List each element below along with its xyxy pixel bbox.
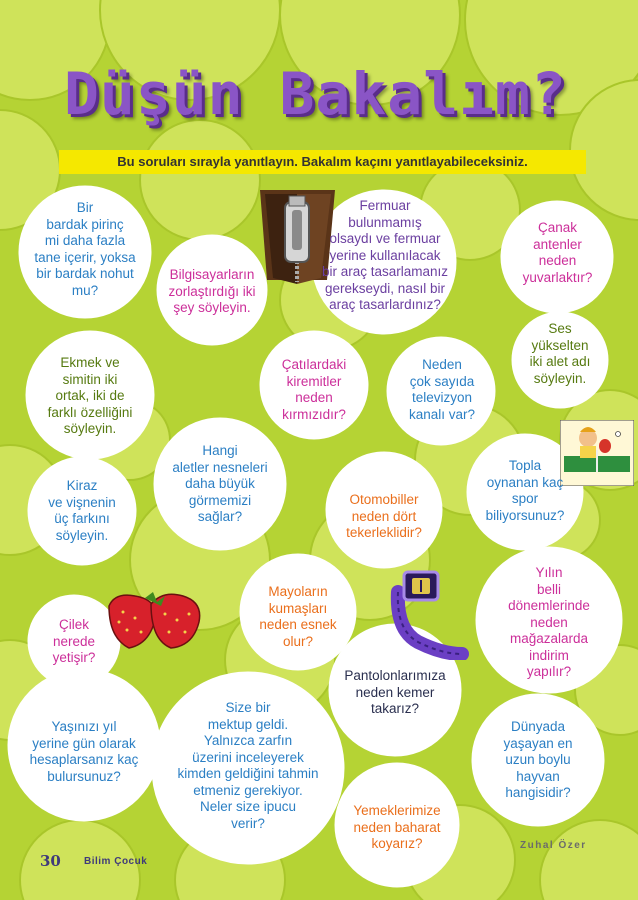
question-cars: Otomobiller neden dört tekerleklidir? bbox=[346, 492, 422, 540]
author-name: Zuhal Özer bbox=[520, 840, 587, 851]
question-letter: Size bir mektup geldi. Yalnızca zarfın üzerini inceleyerek kimden geldiğini tahmin etmeniz gerekiyor. Neler size ipucu verir? bbox=[177, 700, 319, 831]
question-sale: Yılın belli dönemlerinde neden mağazalarda indirim yapılır? bbox=[508, 565, 590, 679]
question-bread: Ekmek ve simitin iki ortak, iki de farklı özelliğini söyleyin. bbox=[47, 355, 133, 436]
question-swimsuit: Mayoların kumaşları neden esnek olur? bbox=[259, 584, 337, 649]
question-computer: Bilgisayarların zorlaştırdığı iki şey söyleyin. bbox=[168, 267, 256, 315]
question-rice: Bir bardak pirinç mi daha fazla tane içerir, yoksa bir bardak nohut mu? bbox=[34, 200, 136, 298]
question-strawberry: Çilek nerede yetişir? bbox=[52, 617, 96, 665]
question-animal: Dünyada yaşayan en uzun boylu hayvan hangisidir? bbox=[503, 719, 573, 800]
belt-illustration bbox=[390, 568, 470, 660]
question-cherry: Kiraz ve vişnenin üç farkını söyleyin. bbox=[48, 478, 116, 543]
strawberries-illustration bbox=[105, 590, 205, 652]
page-title: Düşün Bakalım? bbox=[64, 60, 567, 128]
instruction-banner: Bu soruları sırayla yanıtlayın. Bakalım kaçını yanıtlayabileceksiniz. bbox=[59, 150, 586, 174]
question-sound: Ses yükselten iki alet adı söyleyin. bbox=[529, 321, 591, 386]
question-roof: Çatılardaki kiremitler neden kırmızıdır? bbox=[281, 357, 347, 422]
question-zipper: Fermuar bulunmamış olsaydı ve fermuar yerine kullanılacak bir araç tasarlamanız gerekseydi, nasıl bir araç tasarlardınız? bbox=[321, 198, 449, 312]
question-tools: Hangi aletler nesneleri daha büyük görmemizi sağlar? bbox=[172, 443, 268, 524]
question-dish: Çanak antenler neden yuvarlaktır? bbox=[522, 220, 593, 285]
question-spices: Yemeklerimize neden baharat koyarız? bbox=[353, 803, 441, 851]
question-balls: Topla oynanan kaç spor biliyorsunuz? bbox=[485, 458, 565, 523]
question-age: Yaşınızı yıl yerine gün olarak hesaplarsanız kaç bulursunuz? bbox=[29, 719, 139, 784]
magazine-name: Bilim Çocuk bbox=[84, 856, 148, 867]
question-belt: Pantolonlarımıza neden kemer takarız? bbox=[344, 668, 446, 716]
page-number: 30 bbox=[40, 852, 61, 870]
question-tv: Neden çok sayıda televizyon kanalı var? bbox=[408, 357, 476, 422]
